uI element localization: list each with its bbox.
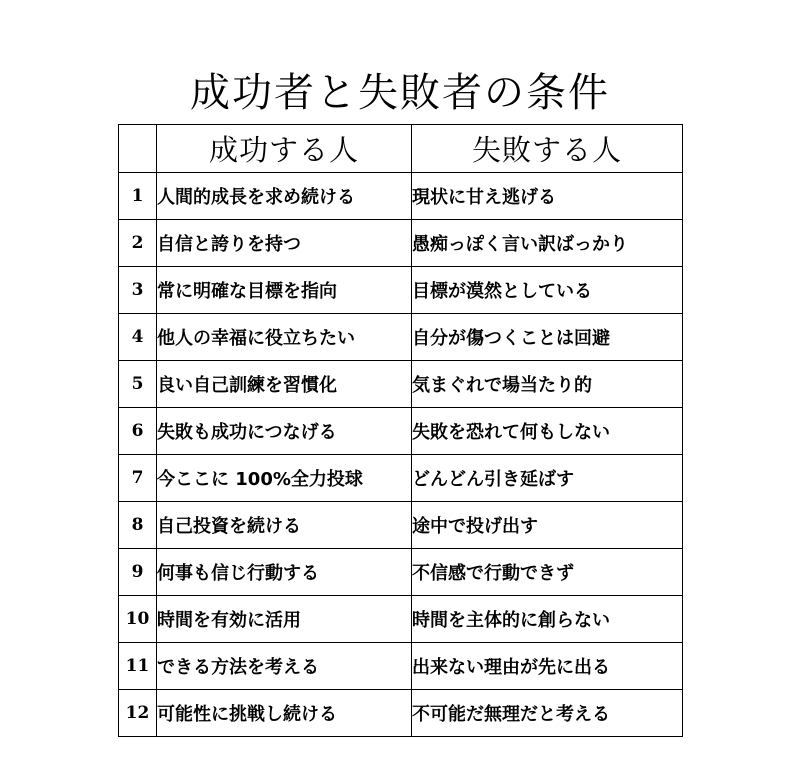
row-number: 4 <box>119 314 157 361</box>
success-trait: 何事も信じ行動する <box>157 549 412 596</box>
row-number: 3 <box>119 267 157 314</box>
success-trait: 良い自己訓練を習慣化 <box>157 361 412 408</box>
row-number: 5 <box>119 361 157 408</box>
success-trait: 失敗も成功につなげる <box>157 408 412 455</box>
table-row <box>119 455 683 502</box>
failure-trait: 自分が傷つくことは回避 <box>412 314 683 361</box>
row-number: 7 <box>119 455 157 502</box>
success-trait: 他人の幸福に役立ちたい <box>157 314 412 361</box>
table-header-row <box>119 125 683 173</box>
failure-trait: 気まぐれで場当たり的 <box>412 361 683 408</box>
table-row <box>119 690 683 737</box>
page-title: 成功者と失敗者の条件 <box>190 69 610 116</box>
failure-trait: 失敗を恐れて何もしない <box>412 408 683 455</box>
failure-trait: 不可能だ無理だと考える <box>412 690 683 737</box>
success-trait: 常に明確な目標を指向 <box>157 267 412 314</box>
header-failure: 失敗する人 <box>412 125 683 173</box>
table-row <box>119 549 683 596</box>
row-number: 12 <box>119 690 157 737</box>
failure-trait: 現状に甘え逃げる <box>412 173 683 220</box>
table-row <box>119 173 683 220</box>
failure-trait: 出来ない理由が先に出る <box>412 643 683 690</box>
success-trait: できる方法を考える <box>157 643 412 690</box>
header-number <box>119 125 157 173</box>
success-trait: 人間的成長を求め続ける <box>157 173 412 220</box>
success-trait: 自信と誇りを持つ <box>157 220 412 267</box>
failure-trait: 愚痴っぽく言い訳ばっかり <box>412 220 683 267</box>
table-row <box>119 502 683 549</box>
table-row <box>119 596 683 643</box>
success-trait: 可能性に挑戦し続ける <box>157 690 412 737</box>
failure-trait: 時間を主体的に創らない <box>412 596 683 643</box>
failure-trait: 目標が漠然としている <box>412 267 683 314</box>
row-number: 1 <box>119 173 157 220</box>
row-number: 6 <box>119 408 157 455</box>
success-trait: 時間を有効に活用 <box>157 596 412 643</box>
success-trait: 今ここに 100%全力投球 <box>157 455 412 502</box>
row-number: 9 <box>119 549 157 596</box>
row-number: 8 <box>119 502 157 549</box>
conditions-table <box>118 124 683 737</box>
table-row <box>119 314 683 361</box>
table-row <box>119 220 683 267</box>
failure-trait: 不信感で行動できず <box>412 549 683 596</box>
table-row <box>119 643 683 690</box>
success-trait: 自己投資を続ける <box>157 502 412 549</box>
row-number: 2 <box>119 220 157 267</box>
table-row <box>119 267 683 314</box>
table-row <box>119 361 683 408</box>
row-number: 10 <box>119 596 157 643</box>
row-number: 11 <box>119 643 157 690</box>
header-success: 成功する人 <box>157 125 412 173</box>
failure-trait: 途中で投げ出す <box>412 502 683 549</box>
failure-trait: どんどん引き延ばす <box>412 455 683 502</box>
table-row <box>119 408 683 455</box>
